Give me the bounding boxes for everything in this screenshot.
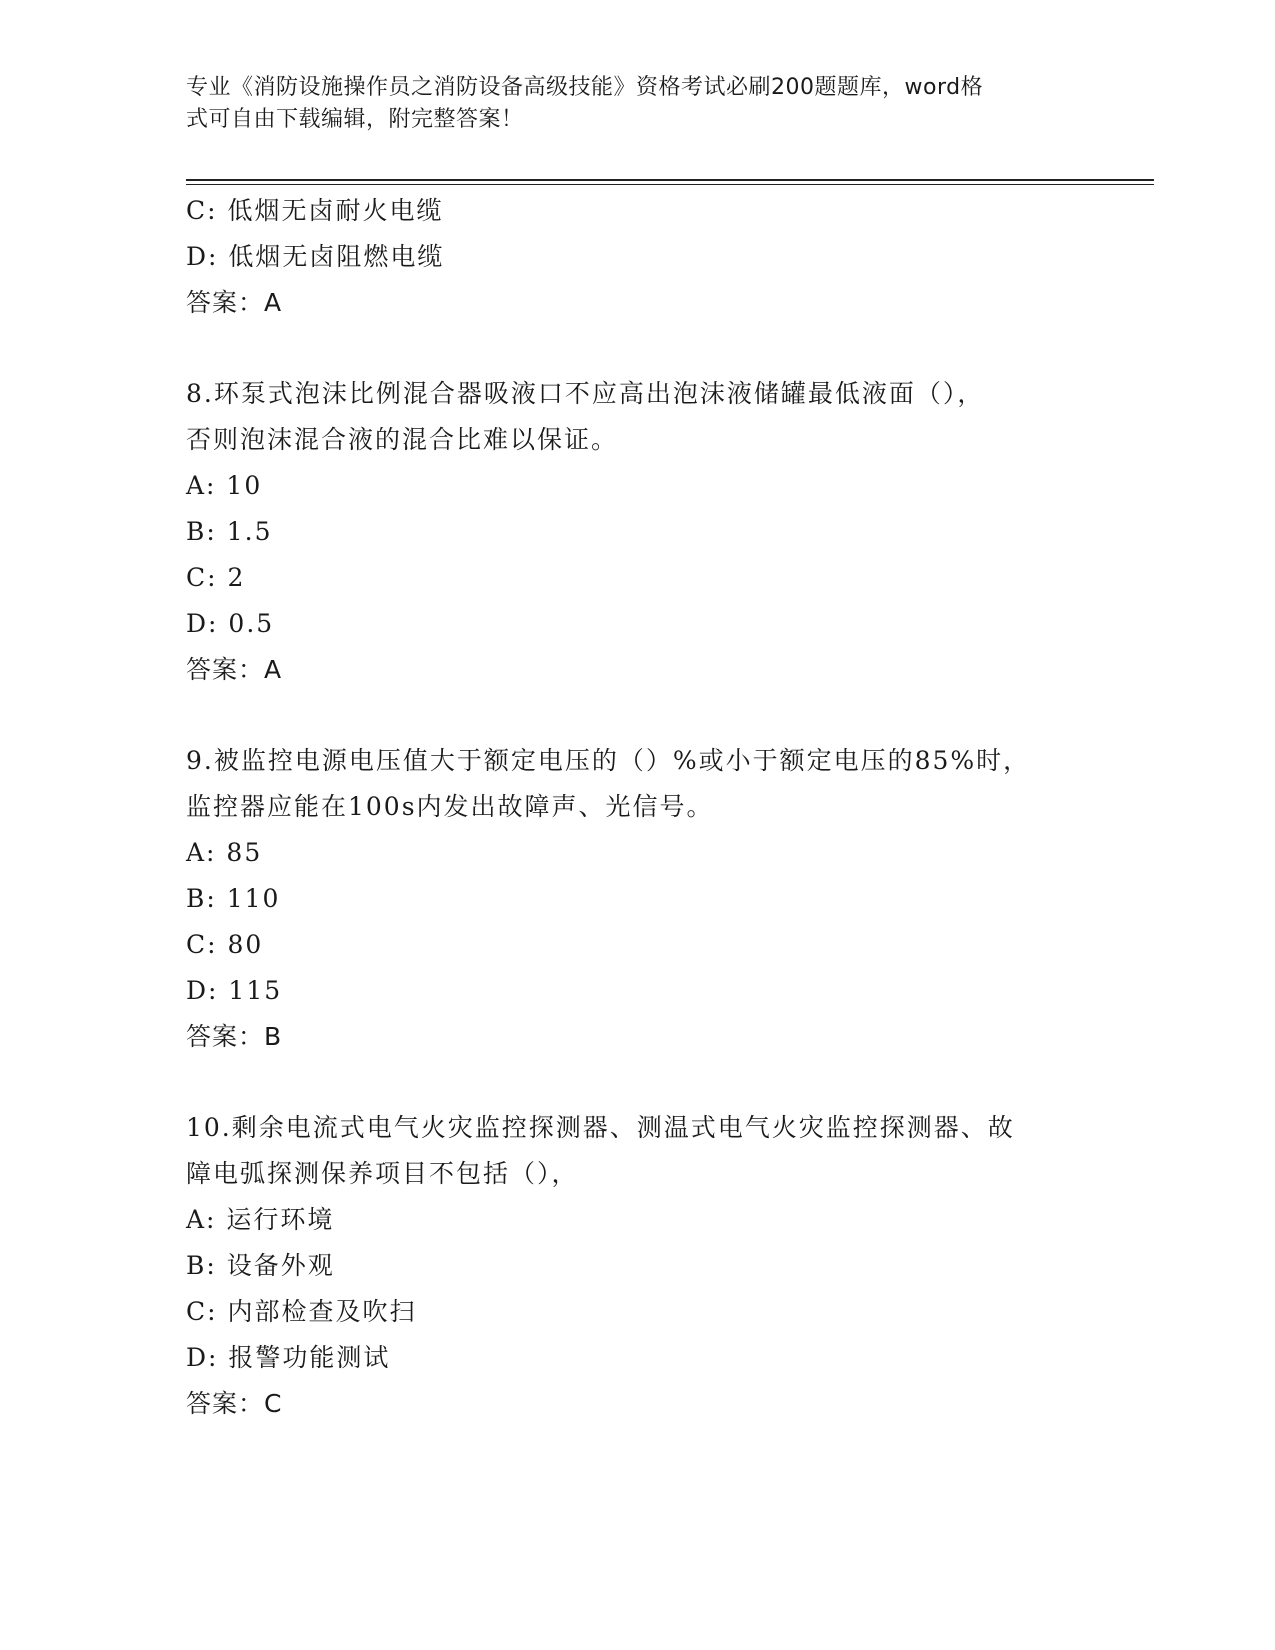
option-d: D: 0.5: [186, 609, 275, 638]
spacer: [186, 326, 1086, 371]
option-a: A: 运行环境: [186, 1205, 335, 1234]
option-b: B: 1.5: [186, 517, 273, 546]
option-b: B: 110: [186, 884, 281, 913]
option-a: A: 10: [186, 471, 263, 500]
header-line-2: 式可自由下载编辑，附完整答案！: [186, 107, 524, 132]
option-c: C: 内部检查及吹扫: [186, 1297, 417, 1326]
option-b: B: 设备外观: [186, 1251, 335, 1280]
option-d: D: 报警功能测试: [186, 1343, 391, 1372]
answer-line: 答案：A: [186, 288, 283, 317]
header-rule-thick: [186, 179, 1154, 181]
document-header: [186, 72, 1066, 136]
question-stem: 8.环泵式泡沫比例混合器吸液口不应高出泡沫液储罐最低液面（），: [186, 379, 985, 408]
question-8: [186, 371, 1086, 693]
option-c: C: 80: [186, 930, 264, 959]
question-9: [186, 738, 1086, 1060]
answer-line: 答案：C: [186, 1389, 283, 1418]
question-list: [186, 188, 1086, 1427]
header-line-1: 专业《消防设施操作员之消防设备高级技能》资格考试必刷200题题库，word格: [186, 75, 984, 100]
answer-line: 答案：B: [186, 1022, 283, 1051]
spacer: [186, 693, 1086, 738]
option-d: D: 低烟无卤阻燃电缆: [186, 242, 445, 271]
header-rule-thin: [186, 184, 1154, 185]
option-c: C: 低烟无卤耐火电缆: [186, 196, 444, 225]
partial-question: [186, 188, 1086, 326]
option-d: D: 115: [186, 976, 283, 1005]
question-stem: 10.剩余电流式电气火灾监控探测器、测温式电气火灾监控探测器、故: [186, 1113, 1015, 1142]
question-stem: 9.被监控电源电压值大于额定电压的（）%或小于额定电压的85%时，: [186, 746, 1031, 775]
answer-line: 答案：A: [186, 655, 283, 684]
question-stem: 障电弧探测保养项目不包括（），: [186, 1159, 579, 1188]
option-c: C: 2: [186, 563, 246, 592]
spacer: [186, 1060, 1086, 1105]
option-a: A: 85: [186, 838, 263, 867]
question-10: [186, 1105, 1086, 1427]
question-stem: 监控器应能在100s内发出故障声、光信号。: [186, 792, 714, 821]
question-stem: 否则泡沫混合液的混合比难以保证。: [186, 425, 619, 454]
